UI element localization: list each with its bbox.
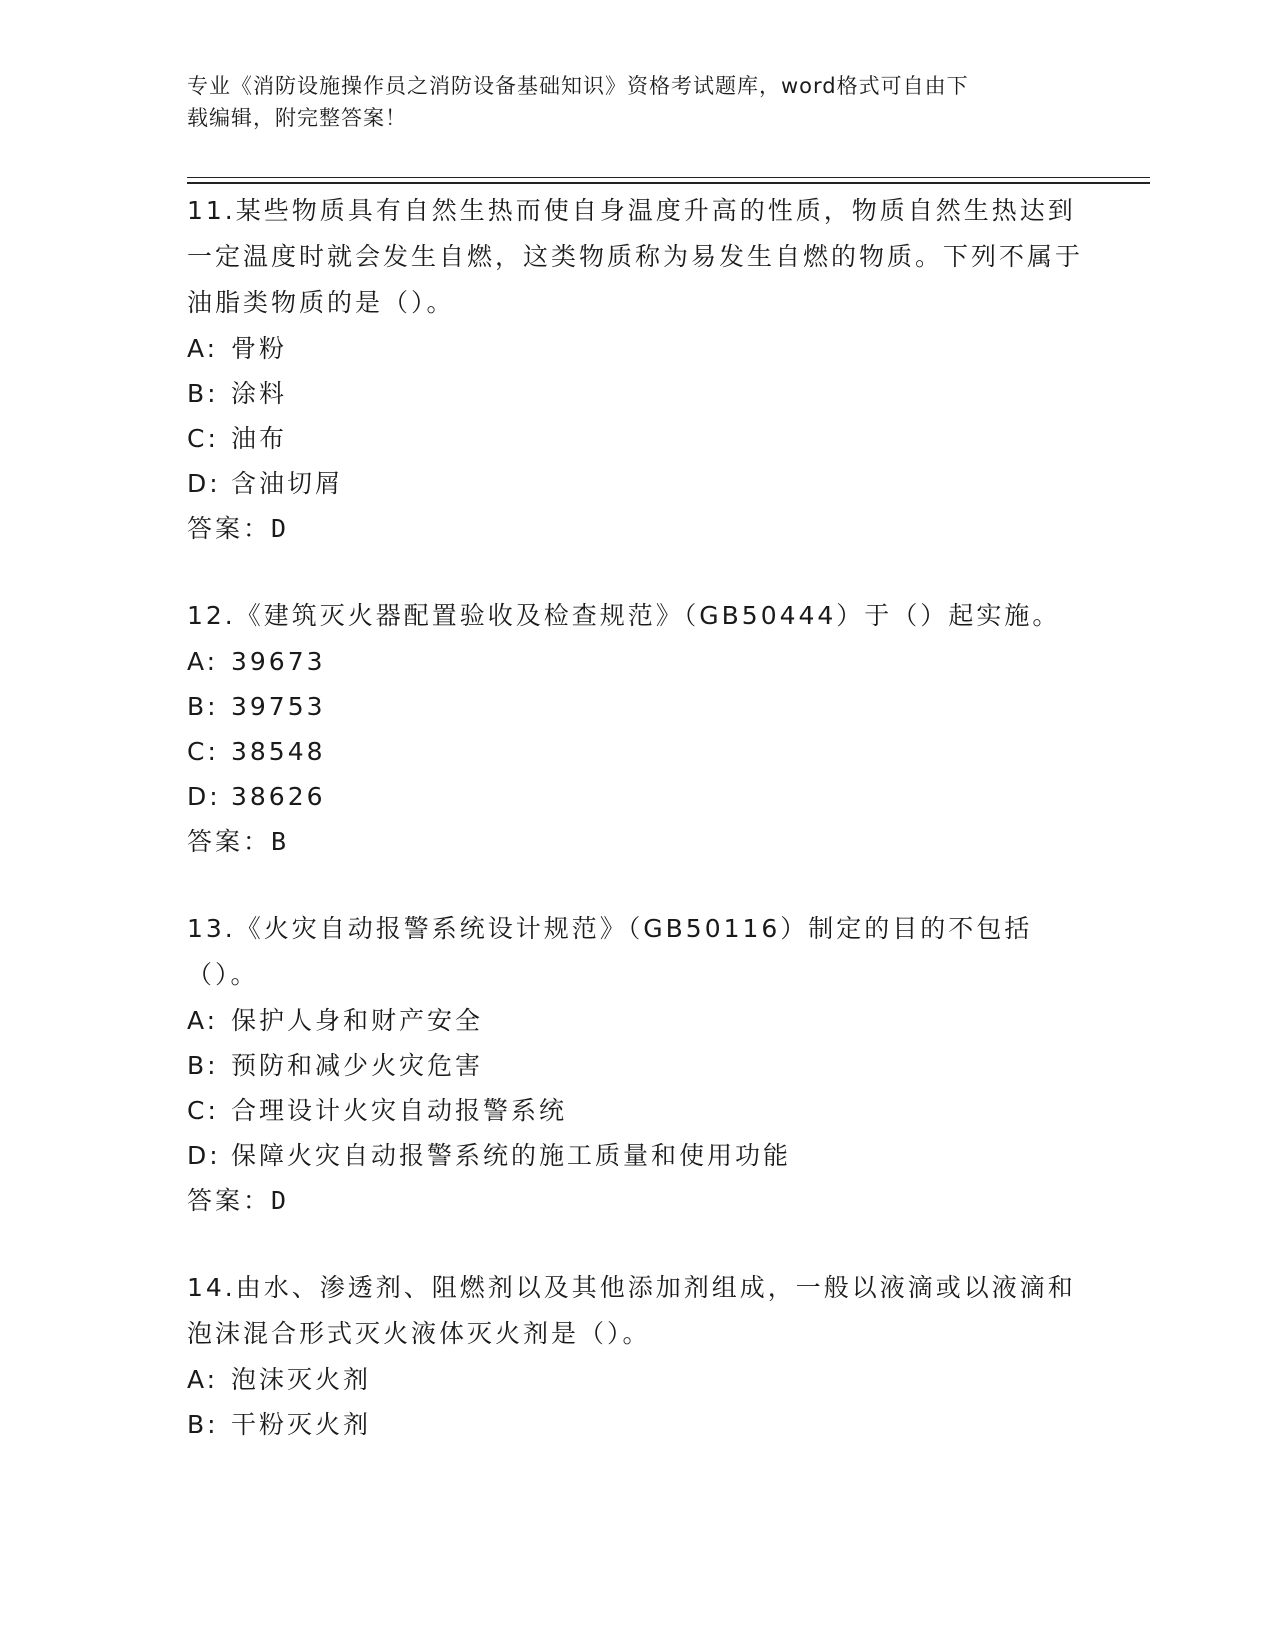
question-11 (187, 188, 1087, 551)
option-text: 38626 (231, 782, 326, 811)
option-a (187, 326, 1087, 371)
option-b (187, 371, 1087, 416)
option-text: 39673 (231, 647, 326, 676)
question-stem: 14.由水、渗透剂、阻燃剂以及其他添加剂组成，一般以液滴或以液滴和泡沫混合形式灭火液体灭火剂是（）。 (187, 1273, 1076, 1348)
option-text: 油布 (231, 424, 288, 453)
option-letter: D: (187, 1141, 221, 1170)
option-b (187, 684, 1087, 729)
answer-line (187, 506, 1087, 551)
option-c (187, 729, 1087, 774)
answer-label: 答案： (187, 514, 272, 543)
option-text: 预防和减少火灾危害 (231, 1051, 484, 1080)
option-b (187, 1043, 1087, 1088)
question-13 (187, 906, 1087, 1223)
option-d (187, 774, 1087, 819)
option-text: 合理设计火灾自动报警系统 (231, 1096, 568, 1125)
header-divider-thick (187, 182, 1150, 184)
answer-label: 答案： (187, 827, 272, 856)
answer-value: D (271, 1186, 290, 1215)
option-letter: C: (187, 1096, 219, 1125)
option-letter: A: (187, 1006, 219, 1035)
header-line-1: 专业《消防设施操作员之消防设备基础知识》资格考试题库，word格式可自由下 (187, 74, 969, 98)
option-d (187, 461, 1087, 506)
option-text: 39753 (231, 692, 326, 721)
option-text: 泡沫灭火剂 (231, 1365, 372, 1394)
option-d (187, 1133, 1087, 1178)
option-a (187, 998, 1087, 1043)
answer-value: D (271, 514, 290, 543)
option-text: 骨粉 (231, 334, 288, 363)
option-a (187, 1357, 1087, 1402)
document-header (187, 70, 1067, 134)
option-letter: C: (187, 737, 219, 766)
option-text: 含油切屑 (231, 469, 344, 498)
question-14 (187, 1265, 1087, 1447)
option-letter: C: (187, 424, 219, 453)
question-stem: 13.《火灾自动报警系统设计规范》（GB50116）制定的目的不包括（）。 (187, 914, 1033, 989)
option-letter: D: (187, 469, 221, 498)
option-text: 保护人身和财产安全 (231, 1006, 484, 1035)
option-text: 保障火灾自动报警系统的施工质量和使用功能 (231, 1141, 792, 1170)
answer-line (187, 1178, 1087, 1223)
question-stem: 12.《建筑灭火器配置验收及检查规范》（GB50444）于（）起实施。 (187, 601, 1061, 630)
answer-label: 答案： (187, 1186, 272, 1215)
option-letter: D: (187, 782, 221, 811)
option-text: 涂料 (231, 379, 288, 408)
question-stem: 11.某些物质具有自然生热而使自身温度升高的性质，物质自然生热达到一定温度时就会发生自燃，这类物质称为易发生自燃的物质。下列不属于油脂类物质的是（）。 (187, 196, 1084, 317)
option-letter: B: (187, 692, 219, 721)
answer-line (187, 819, 1087, 864)
option-letter: B: (187, 1410, 219, 1439)
question-list (187, 188, 1087, 1489)
option-letter: B: (187, 1051, 219, 1080)
header-divider-thin (187, 177, 1150, 178)
answer-value: B (271, 827, 290, 856)
option-letter: A: (187, 1365, 219, 1394)
option-letter: A: (187, 334, 219, 363)
option-letter: B: (187, 379, 219, 408)
option-letter: A: (187, 647, 219, 676)
option-a (187, 639, 1087, 684)
question-12 (187, 593, 1087, 864)
option-b (187, 1402, 1087, 1447)
header-line-2: 载编辑，附完整答案！ (187, 106, 407, 130)
option-text: 38548 (231, 737, 326, 766)
option-c (187, 1088, 1087, 1133)
option-text: 干粉灭火剂 (231, 1410, 372, 1439)
option-c (187, 416, 1087, 461)
